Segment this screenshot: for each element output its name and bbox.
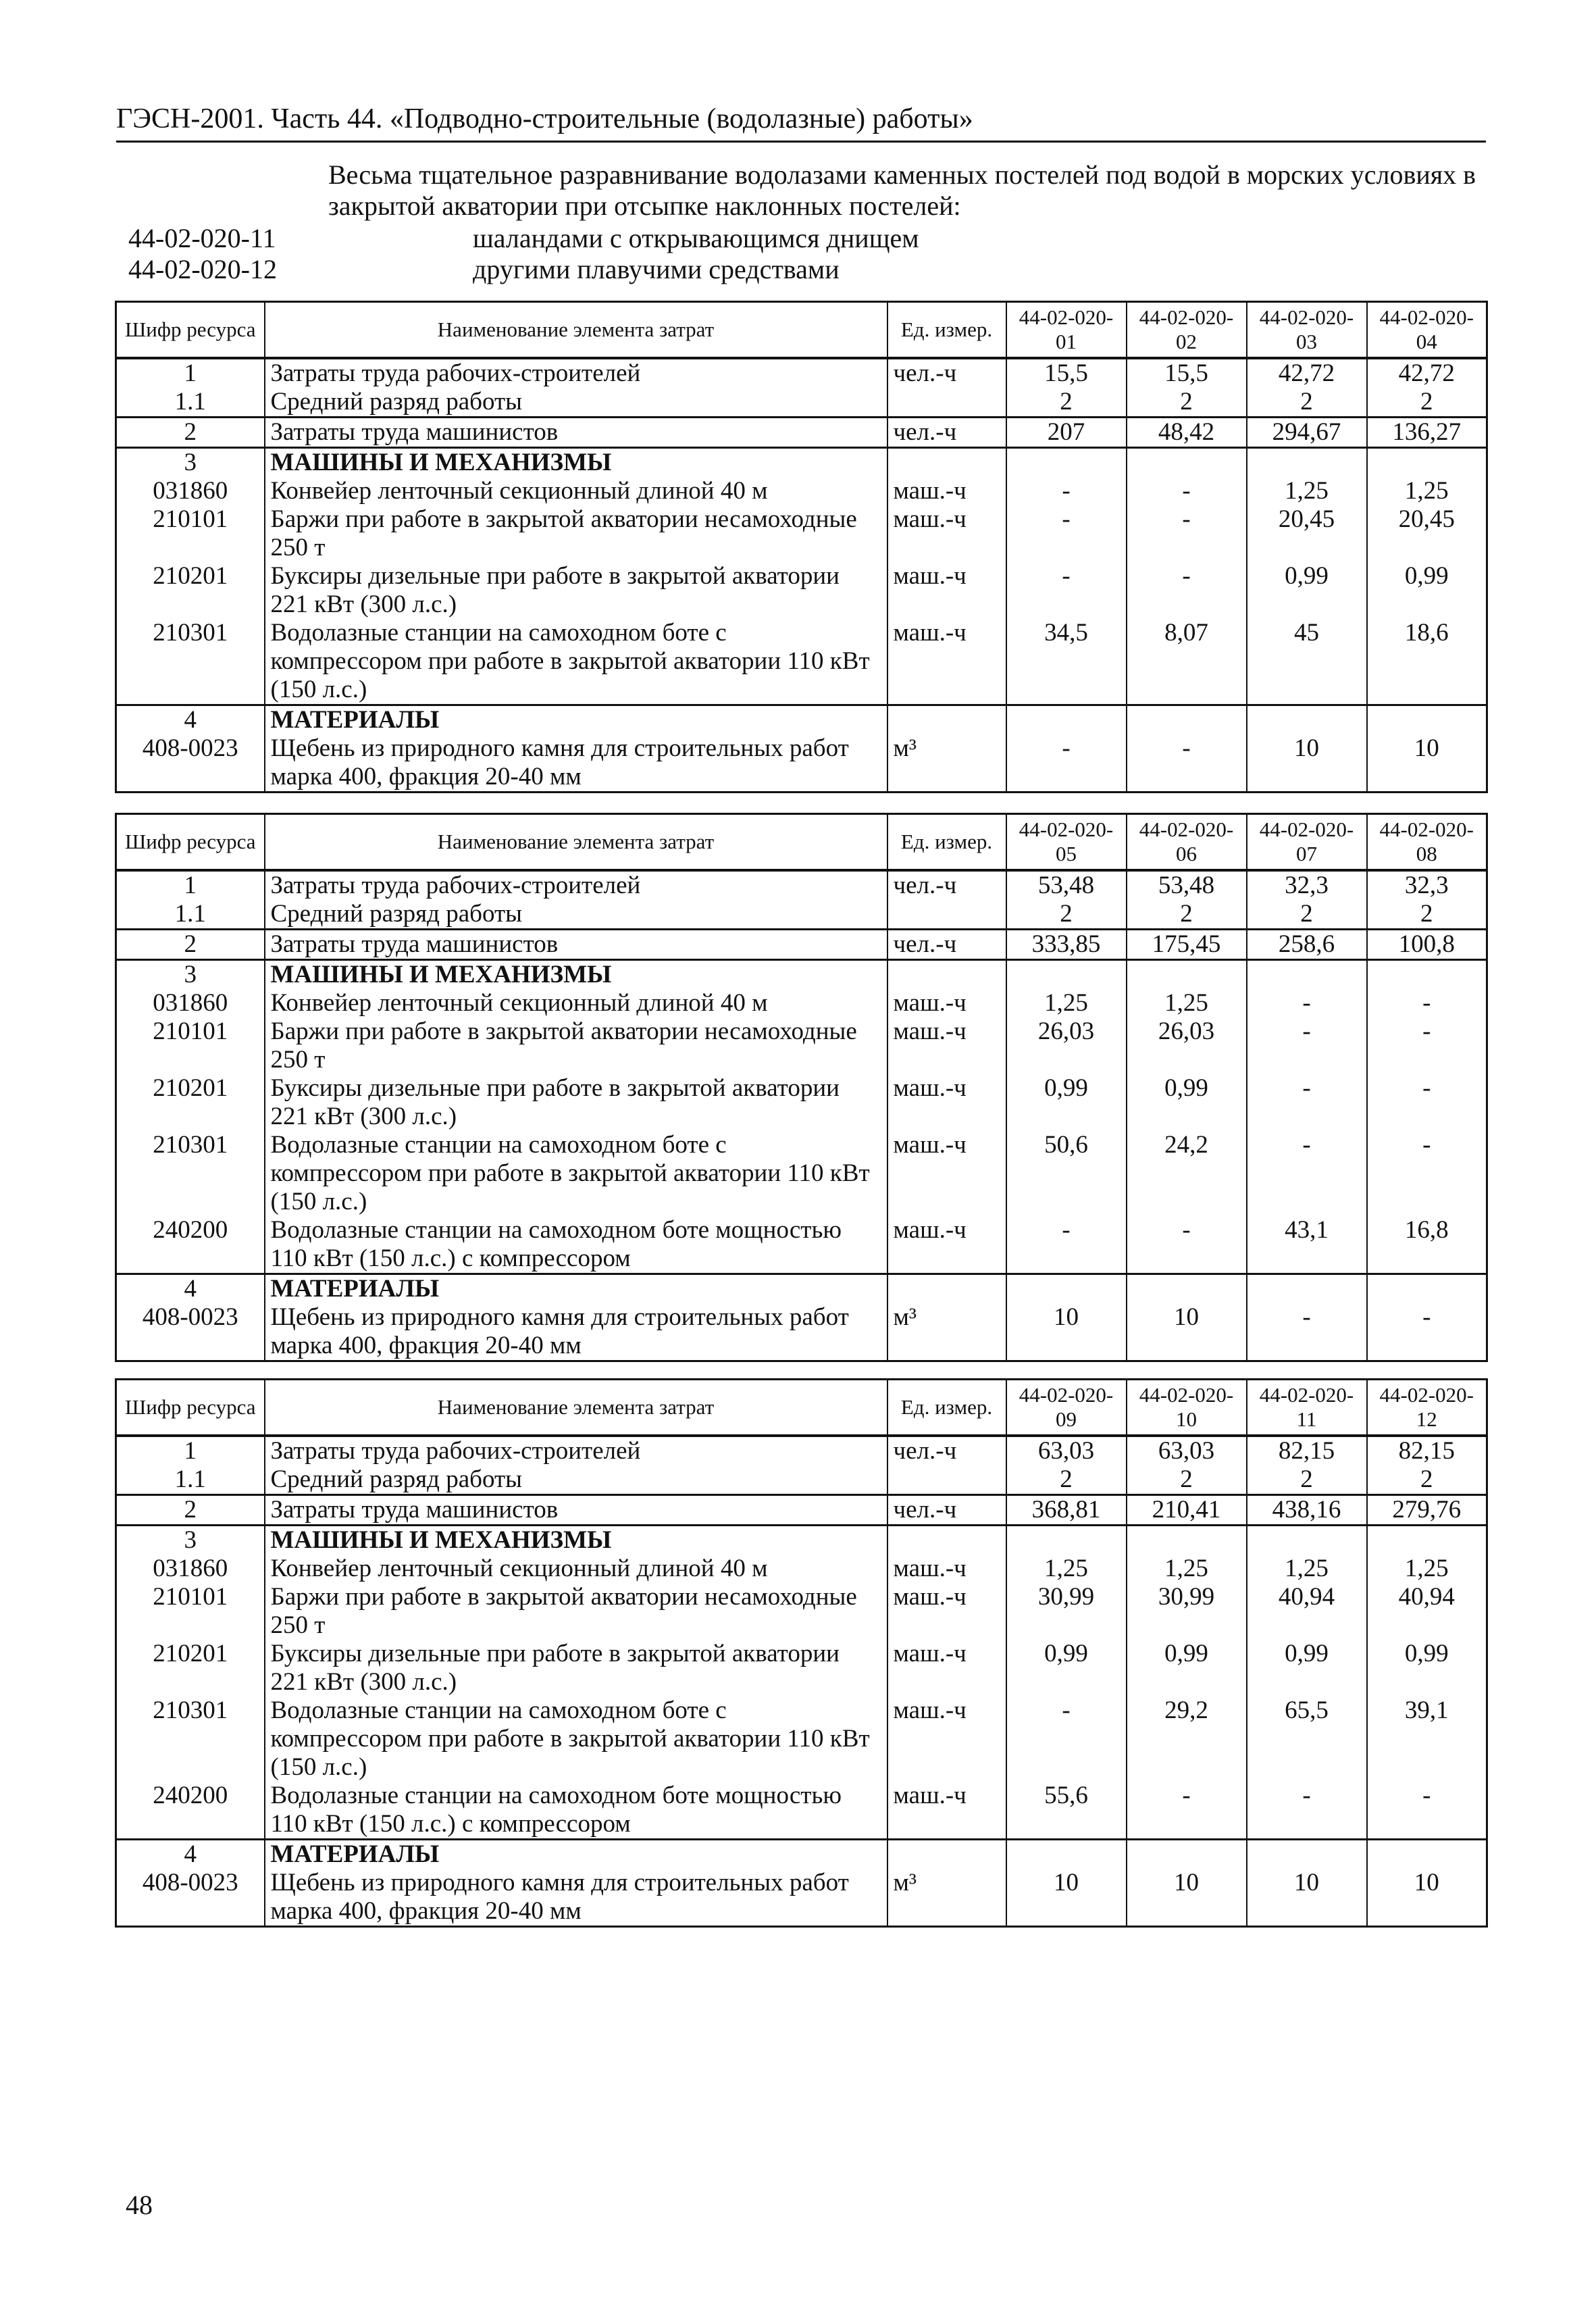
norm-value: 2	[1247, 900, 1367, 930]
column-header-norm: 44-02-020-01	[1006, 302, 1127, 359]
table-row	[116, 388, 1487, 418]
section-row	[116, 448, 1487, 478]
resource-code: 1.1	[116, 388, 265, 418]
cost-element-name: Щебень из природного камня для строительных работ марка 400, фракция 20-40 мм	[265, 1869, 887, 1927]
column-header-norm: 44-02-020-12	[1367, 1380, 1487, 1436]
table-row	[116, 870, 1487, 900]
norm-value: 2	[1127, 388, 1247, 418]
unit-of-measure	[887, 1840, 1006, 1869]
norm-value: 10	[1006, 1303, 1127, 1361]
column-header-norm: 44-02-020-02	[1127, 302, 1247, 359]
cost-element-name: Щебень из природного камня для строительных работ марка 400, фракция 20-40 мм	[265, 1303, 887, 1361]
unit-of-measure: маш.-ч	[887, 1583, 1006, 1640]
resource-code: 408-0023	[116, 1869, 265, 1927]
unit-of-measure: маш.-ч	[887, 1696, 1006, 1782]
cost-element-name: Конвейер ленточный секционный длиной 40 м	[265, 1555, 887, 1583]
norm-value: 210,41	[1127, 1495, 1247, 1526]
cost-element-name: МАТЕРИАЛЫ	[265, 705, 887, 735]
norm-value	[1247, 1840, 1367, 1869]
unit-of-measure	[887, 705, 1006, 735]
norm-value: -	[1247, 1782, 1367, 1840]
table-row	[116, 1216, 1487, 1274]
norm-value: 40,94	[1247, 1583, 1367, 1640]
norm-value: 2	[1367, 900, 1487, 930]
column-header-unit: Ед. измер.	[887, 1380, 1006, 1436]
norm-value: 15,5	[1127, 358, 1247, 388]
cost-element-name: Водолазные станции на самоходном боте мощностью 110 кВт (150 л.с.) с компрессором	[265, 1782, 887, 1840]
resource-code: 1.1	[116, 900, 265, 930]
unit-of-measure	[887, 1526, 1006, 1555]
norm-value: 32,3	[1367, 870, 1487, 900]
cost-element-name: Водолазные станции на самоходном боте с компрессором при работе в закрытой акватории 110 кВт (150 л.с.)	[265, 1131, 887, 1216]
unit-of-measure: маш.-ч	[887, 1555, 1006, 1583]
norm-value: -	[1127, 562, 1247, 619]
norm-value	[1367, 1526, 1487, 1555]
norm-value	[1247, 705, 1367, 735]
norm-value: 26,03	[1127, 1017, 1247, 1074]
resource-code: 210301	[116, 1696, 265, 1782]
norm-value: 258,6	[1247, 930, 1367, 960]
table-row	[116, 1131, 1487, 1216]
norm-value	[1127, 960, 1247, 990]
cost-element-name: Буксиры дизельные при работе в закрытой акватории 221 кВт (300 л.с.)	[265, 562, 887, 619]
cost-element-name: Водолазные станции на самоходном боте с компрессором при работе в закрытой акватории 110 кВт (150 л.с.)	[265, 619, 887, 705]
norm-value: -	[1247, 1017, 1367, 1074]
norm-value: -	[1006, 1696, 1127, 1782]
column-header-norm: 44-02-020-11	[1247, 1380, 1367, 1436]
norm-value: -	[1247, 1303, 1367, 1361]
cost-element-name: Затраты труда рабочих-строителей	[265, 1436, 887, 1465]
norm-value: 43,1	[1247, 1216, 1367, 1274]
norm-value: 8,07	[1127, 619, 1247, 705]
norm-value: -	[1367, 1303, 1487, 1361]
resource-table-3	[115, 1378, 1488, 1928]
resource-table-1	[115, 301, 1488, 793]
norm-value: 42,72	[1247, 358, 1367, 388]
norm-value: 55,6	[1006, 1782, 1127, 1840]
unit-of-measure: чел.-ч	[887, 1436, 1006, 1465]
norm-value: 39,1	[1367, 1696, 1487, 1782]
norm-value: 10	[1247, 734, 1367, 793]
column-header-code: Шифр ресурса	[116, 814, 265, 871]
norm-value: 0,99	[1127, 1074, 1247, 1131]
table-row	[116, 1640, 1487, 1696]
cost-element-name: МАТЕРИАЛЫ	[265, 1274, 887, 1304]
norm-value: 50,6	[1006, 1131, 1127, 1216]
norm-value: 30,99	[1127, 1583, 1247, 1640]
unit-of-measure: маш.-ч	[887, 1074, 1006, 1131]
unit-of-measure	[887, 1465, 1006, 1495]
norm-value	[1367, 1274, 1487, 1304]
resource-code: 1.1	[116, 1465, 265, 1495]
norm-value: 65,5	[1247, 1696, 1367, 1782]
resource-code: 408-0023	[116, 734, 265, 793]
norm-value	[1006, 448, 1127, 478]
resource-code: 4	[116, 705, 265, 735]
resource-code: 210101	[116, 1017, 265, 1074]
unit-of-measure	[887, 960, 1006, 990]
table-row	[116, 418, 1487, 448]
norm-value: 20,45	[1247, 505, 1367, 562]
unit-of-measure: чел.-ч	[887, 870, 1006, 900]
unit-of-measure: м³	[887, 734, 1006, 793]
norm-value	[1247, 448, 1367, 478]
table-row	[116, 1782, 1487, 1840]
cost-element-name: Баржи при работе в закрытой акватории несамоходные 250 т	[265, 1583, 887, 1640]
cost-element-name: МАШИНЫ И МЕХАНИЗМЫ	[265, 448, 887, 478]
cost-element-name: Конвейер ленточный секционный длиной 40 м	[265, 477, 887, 505]
norm-value: 333,85	[1006, 930, 1127, 960]
norm-value: 40,94	[1367, 1583, 1487, 1640]
resource-code: 240200	[116, 1782, 265, 1840]
norm-value: 1,25	[1127, 989, 1247, 1017]
cost-element-name: Затраты труда машинистов	[265, 1495, 887, 1526]
norm-value: -	[1367, 1074, 1487, 1131]
unit-of-measure: маш.-ч	[887, 505, 1006, 562]
column-header-unit: Ед. измер.	[887, 302, 1006, 359]
norm-code-description: шаландами с открывающимся днищем	[473, 223, 919, 253]
norm-code-description: другими плавучими средствами	[473, 254, 840, 284]
cost-element-name: Баржи при работе в закрытой акватории несамоходные 250 т	[265, 505, 887, 562]
norm-value: -	[1006, 1216, 1127, 1274]
norm-value: 0,99	[1247, 562, 1367, 619]
unit-of-measure: маш.-ч	[887, 562, 1006, 619]
unit-of-measure	[887, 448, 1006, 478]
unit-of-measure	[887, 900, 1006, 930]
norm-value	[1247, 1274, 1367, 1304]
table-row	[116, 1869, 1487, 1927]
norm-value: 42,72	[1367, 358, 1487, 388]
resource-code: 1	[116, 1436, 265, 1465]
resource-code: 210201	[116, 562, 265, 619]
table-row	[116, 1495, 1487, 1526]
norm-value: 0,99	[1006, 1074, 1127, 1131]
cost-element-name: Затраты труда рабочих-строителей	[265, 870, 887, 900]
unit-of-measure: чел.-ч	[887, 930, 1006, 960]
table-row	[116, 505, 1487, 562]
column-header-norm: 44-02-020-06	[1127, 814, 1247, 871]
resource-code: 2	[116, 418, 265, 448]
unit-of-measure: маш.-ч	[887, 1640, 1006, 1696]
table-row	[116, 1465, 1487, 1495]
unit-of-measure: маш.-ч	[887, 619, 1006, 705]
column-header-code: Шифр ресурса	[116, 302, 265, 359]
norm-value: -	[1127, 1216, 1247, 1274]
norm-value: 2	[1006, 900, 1127, 930]
column-header-norm: 44-02-020-07	[1247, 814, 1367, 871]
norm-value: -	[1127, 505, 1247, 562]
cost-element-name: Водолазные станции на самоходном боте мощностью 110 кВт (150 л.с.) с компрессором	[265, 1216, 887, 1274]
table-row	[116, 989, 1487, 1017]
norm-value: 63,03	[1127, 1436, 1247, 1465]
cost-element-name: Затраты труда машинистов	[265, 418, 887, 448]
section-row	[116, 960, 1487, 990]
column-header-norm: 44-02-020-05	[1006, 814, 1127, 871]
norm-value: 34,5	[1006, 619, 1127, 705]
cost-element-name: МАТЕРИАЛЫ	[265, 1840, 887, 1869]
norm-value: -	[1247, 1131, 1367, 1216]
column-header-norm: 44-02-020-09	[1006, 1380, 1127, 1436]
resource-code: 210201	[116, 1640, 265, 1696]
norm-value	[1006, 1274, 1127, 1304]
norm-value	[1367, 448, 1487, 478]
table-header-row	[116, 814, 1487, 871]
norm-value: 438,16	[1247, 1495, 1367, 1526]
table-row	[116, 477, 1487, 505]
norm-value: 100,8	[1367, 930, 1487, 960]
norm-value: -	[1006, 505, 1127, 562]
page-header: ГЭСН-2001. Часть 44. «Подводно-строительные (водолазные) работы»	[116, 101, 1486, 143]
column-header-norm: 44-02-020-03	[1247, 302, 1367, 359]
cost-element-name: Водолазные станции на самоходном боте с компрессором при работе в закрытой акватории 110 кВт (150 л.с.)	[265, 1696, 887, 1782]
norm-code: 44-02-020-12	[128, 254, 277, 284]
norm-value: 10	[1127, 1303, 1247, 1361]
table-row	[116, 930, 1487, 960]
unit-of-measure: маш.-ч	[887, 1131, 1006, 1216]
resource-code: 1	[116, 870, 265, 900]
table-header-row	[116, 302, 1487, 359]
resource-code: 2	[116, 1495, 265, 1526]
resource-code: 210101	[116, 1583, 265, 1640]
norm-value: 136,27	[1367, 418, 1487, 448]
norm-value: 53,48	[1006, 870, 1127, 900]
cost-element-name: Буксиры дизельные при работе в закрытой акватории 221 кВт (300 л.с.)	[265, 1074, 887, 1131]
norm-value	[1247, 1526, 1367, 1555]
norm-value: 63,03	[1006, 1436, 1127, 1465]
norm-value: 1,25	[1127, 1555, 1247, 1583]
table-row	[116, 1303, 1487, 1361]
norm-value: -	[1127, 1782, 1247, 1840]
cost-element-name: Средний разряд работы	[265, 388, 887, 418]
norm-value: 2	[1006, 1465, 1127, 1495]
norm-value: 2	[1367, 1465, 1487, 1495]
norm-value: 368,81	[1006, 1495, 1127, 1526]
norm-value: 0,99	[1367, 562, 1487, 619]
norm-value	[1367, 960, 1487, 990]
norm-value: -	[1367, 1782, 1487, 1840]
norm-value: 10	[1247, 1869, 1367, 1927]
norm-value: -	[1006, 734, 1127, 793]
resource-code: 210301	[116, 1131, 265, 1216]
norm-value: 294,67	[1247, 418, 1367, 448]
norm-value: 279,76	[1367, 1495, 1487, 1526]
norm-value: 10	[1367, 734, 1487, 793]
cost-element-name: Затраты труда рабочих-строителей	[265, 358, 887, 388]
norm-value: 0,99	[1006, 1640, 1127, 1696]
norm-value: 2	[1006, 388, 1127, 418]
norm-value: 2	[1127, 1465, 1247, 1495]
table-row	[116, 900, 1487, 930]
norm-value: 53,48	[1127, 870, 1247, 900]
norm-value: 32,3	[1247, 870, 1367, 900]
table-header-row	[116, 1380, 1487, 1436]
column-header-name: Наименование элемента затрат	[265, 302, 887, 359]
norm-value	[1127, 448, 1247, 478]
table-row	[116, 619, 1487, 705]
unit-of-measure: маш.-ч	[887, 477, 1006, 505]
norm-value: -	[1367, 989, 1487, 1017]
norm-value: 16,8	[1367, 1216, 1487, 1274]
norm-value: 30,99	[1006, 1583, 1127, 1640]
norm-value: 20,45	[1367, 505, 1487, 562]
column-header-norm: 44-02-020-04	[1367, 302, 1487, 359]
norm-value: -	[1006, 562, 1127, 619]
norm-value: 10	[1006, 1869, 1127, 1927]
norm-value: 2	[1247, 1465, 1367, 1495]
norm-value: 2	[1127, 900, 1247, 930]
norm-value: 1,25	[1006, 989, 1127, 1017]
table-row	[116, 358, 1487, 388]
section-row	[116, 1526, 1487, 1555]
unit-of-measure	[887, 1274, 1006, 1304]
column-header-norm: 44-02-020-08	[1367, 814, 1487, 871]
norm-value	[1367, 1840, 1487, 1869]
table-row	[116, 1696, 1487, 1782]
resource-code: 031860	[116, 1555, 265, 1583]
column-header-code: Шифр ресурса	[116, 1380, 265, 1436]
cost-element-name: МАШИНЫ И МЕХАНИЗМЫ	[265, 960, 887, 990]
norm-value: 26,03	[1006, 1017, 1127, 1074]
norm-value: -	[1247, 1074, 1367, 1131]
norm-value: 10	[1367, 1869, 1487, 1927]
norm-value: 48,42	[1127, 418, 1247, 448]
column-header-name: Наименование элемента затрат	[265, 814, 887, 871]
column-header-norm: 44-02-020-10	[1127, 1380, 1247, 1436]
table-row	[116, 1074, 1487, 1131]
norm-value: 0,99	[1127, 1640, 1247, 1696]
resource-code: 408-0023	[116, 1303, 265, 1361]
norm-value: -	[1247, 989, 1367, 1017]
unit-of-measure: чел.-ч	[887, 358, 1006, 388]
resource-code: 4	[116, 1840, 265, 1869]
table-row	[116, 1017, 1487, 1074]
norm-code: 44-02-020-11	[128, 223, 276, 253]
norm-value: 2	[1367, 388, 1487, 418]
cost-element-name: Средний разряд работы	[265, 900, 887, 930]
page-number: 48	[126, 2190, 153, 2220]
resource-code: 3	[116, 448, 265, 478]
unit-of-measure	[887, 388, 1006, 418]
table-row	[116, 734, 1487, 793]
norm-value: 29,2	[1127, 1696, 1247, 1782]
norm-value	[1247, 960, 1367, 990]
unit-of-measure: м³	[887, 1869, 1006, 1927]
norm-value	[1127, 705, 1247, 735]
cost-element-name: Буксиры дизельные при работе в закрытой акватории 221 кВт (300 л.с.)	[265, 1640, 887, 1696]
section-row	[116, 1274, 1487, 1304]
resource-code: 1	[116, 358, 265, 388]
resource-code: 031860	[116, 477, 265, 505]
unit-of-measure: чел.-ч	[887, 418, 1006, 448]
norm-value: 1,25	[1367, 1555, 1487, 1583]
norm-value: 18,6	[1367, 619, 1487, 705]
norm-value: 1,25	[1367, 477, 1487, 505]
norm-value: 0,99	[1367, 1640, 1487, 1696]
unit-of-measure: м³	[887, 1303, 1006, 1361]
resource-code: 210301	[116, 619, 265, 705]
norm-value: -	[1127, 734, 1247, 793]
cost-element-name: Средний разряд работы	[265, 1465, 887, 1495]
norm-value: 1,25	[1247, 477, 1367, 505]
norm-value: 0,99	[1247, 1640, 1367, 1696]
resource-code: 3	[116, 960, 265, 990]
norm-value	[1127, 1526, 1247, 1555]
cost-element-name: Конвейер ленточный секционный длиной 40 м	[265, 989, 887, 1017]
cost-element-name: Щебень из природного камня для строительных работ марка 400, фракция 20-40 мм	[265, 734, 887, 793]
column-header-unit: Ед. измер.	[887, 814, 1006, 871]
resource-code: 210201	[116, 1074, 265, 1131]
norm-value	[1006, 1526, 1127, 1555]
resource-code: 3	[116, 1526, 265, 1555]
norm-value: 2	[1247, 388, 1367, 418]
norm-value: 10	[1127, 1869, 1247, 1927]
cost-element-name: МАШИНЫ И МЕХАНИЗМЫ	[265, 1526, 887, 1555]
unit-of-measure: чел.-ч	[887, 1495, 1006, 1526]
norm-code-row	[128, 223, 919, 254]
table-row	[116, 562, 1487, 619]
norm-value	[1006, 1840, 1127, 1869]
cost-element-name: Затраты труда машинистов	[265, 930, 887, 960]
norm-value	[1367, 705, 1487, 735]
norm-value: 45	[1247, 619, 1367, 705]
resource-code: 210101	[116, 505, 265, 562]
section-row	[116, 705, 1487, 735]
resource-code: 4	[116, 1274, 265, 1304]
section-row	[116, 1840, 1487, 1869]
norm-value: 82,15	[1367, 1436, 1487, 1465]
norm-value	[1006, 705, 1127, 735]
norm-value: -	[1006, 477, 1127, 505]
norm-value	[1127, 1274, 1247, 1304]
unit-of-measure: маш.-ч	[887, 1782, 1006, 1840]
norm-value: -	[1367, 1017, 1487, 1074]
norm-value	[1127, 1840, 1247, 1869]
norm-value: 1,25	[1247, 1555, 1367, 1583]
norm-value: 1,25	[1006, 1555, 1127, 1583]
norm-value: -	[1127, 477, 1247, 505]
norm-value: 82,15	[1247, 1436, 1367, 1465]
section-intro: Весьма тщательное разравнивание водолазами каменных постелей под водой в морских условиях в закрытой акватории при отсыпке наклонных постелей:	[328, 159, 1476, 221]
norm-code-list	[128, 223, 919, 285]
table-row	[116, 1436, 1487, 1465]
resource-code: 2	[116, 930, 265, 960]
norm-value: 207	[1006, 418, 1127, 448]
norm-value: -	[1367, 1131, 1487, 1216]
unit-of-measure: маш.-ч	[887, 989, 1006, 1017]
unit-of-measure: маш.-ч	[887, 1216, 1006, 1274]
table-row	[116, 1555, 1487, 1583]
norm-value: 15,5	[1006, 358, 1127, 388]
norm-value: 175,45	[1127, 930, 1247, 960]
norm-value	[1006, 960, 1127, 990]
norm-value: 24,2	[1127, 1131, 1247, 1216]
column-header-name: Наименование элемента затрат	[265, 1380, 887, 1436]
norm-code-row	[128, 254, 919, 285]
resource-table-2	[115, 813, 1488, 1362]
unit-of-measure: маш.-ч	[887, 1017, 1006, 1074]
resource-code: 240200	[116, 1216, 265, 1274]
resource-code: 031860	[116, 989, 265, 1017]
table-row	[116, 1583, 1487, 1640]
cost-element-name: Баржи при работе в закрытой акватории несамоходные 250 т	[265, 1017, 887, 1074]
